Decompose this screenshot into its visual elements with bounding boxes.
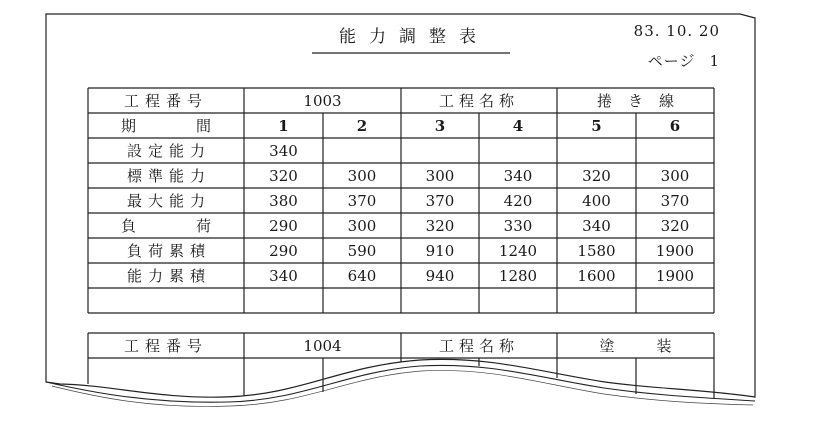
table-cell: 1580 xyxy=(577,241,616,260)
row-label: 最大能力 xyxy=(126,192,211,210)
row-label: 負荷 xyxy=(121,217,272,235)
table-cell: 380 xyxy=(269,191,298,210)
table-cell: 340 xyxy=(582,216,611,235)
table-cell: 420 xyxy=(503,191,533,210)
process-name-label-2: 工程名称 xyxy=(438,337,519,355)
page-indicator xyxy=(580,50,720,71)
table-cell: 1240 xyxy=(498,241,538,260)
row-label: 設定能力 xyxy=(126,142,211,160)
table-cell: 1900 xyxy=(655,241,695,260)
period-header: 3 xyxy=(434,116,446,135)
table-cell: 320 xyxy=(269,166,298,185)
table-cell: 590 xyxy=(347,241,377,260)
row-label: 負荷累積 xyxy=(126,242,211,260)
table-cell xyxy=(401,138,479,163)
table-cell: 370 xyxy=(660,191,690,210)
period-header: 6 xyxy=(669,116,681,135)
process-name-value-2: 塗装 xyxy=(599,337,714,355)
period-header: 5 xyxy=(591,116,602,135)
table-cell xyxy=(479,138,557,163)
table-cell xyxy=(323,138,401,163)
table-cell xyxy=(557,138,636,163)
process-no-label: 工程番号 xyxy=(123,92,208,110)
period-header: 2 xyxy=(356,116,368,135)
table-cell: 340 xyxy=(269,141,298,160)
period-header: 1 xyxy=(278,116,289,135)
period-header: 4 xyxy=(512,116,524,135)
table-cell: 1600 xyxy=(577,266,616,285)
table-cell: 300 xyxy=(347,216,377,235)
table-cell: 290 xyxy=(269,241,298,260)
table-cell: 370 xyxy=(425,191,455,210)
table-cell: 910 xyxy=(425,241,455,260)
table-cell: 400 xyxy=(582,191,611,210)
table-cell: 300 xyxy=(425,166,455,185)
process-name-label: 工程名称 xyxy=(438,92,519,110)
report-title: 能力調整表 xyxy=(339,27,489,47)
table-cell: 300 xyxy=(347,166,377,185)
table-cell: 940 xyxy=(425,266,455,285)
process-no-value-2: 1004 xyxy=(303,336,342,355)
period-label: 期間 xyxy=(121,117,272,135)
report-date: 83. 10. 20 xyxy=(633,22,720,40)
table-cell: 1900 xyxy=(655,266,695,285)
table-cell: 340 xyxy=(503,166,533,185)
table-cell: 330 xyxy=(503,216,533,235)
process-no-label-2: 工程番号 xyxy=(123,337,208,355)
page-number: 1 xyxy=(709,52,720,70)
row-label: 能力累積 xyxy=(126,267,211,285)
table-cell: 640 xyxy=(347,266,377,285)
process-no-value: 1003 xyxy=(303,91,342,110)
table-cell: 370 xyxy=(347,191,377,210)
row-label: 標準能力 xyxy=(126,167,211,185)
table-cell: 340 xyxy=(269,266,298,285)
table-cell: 1280 xyxy=(498,266,538,285)
page-label: ページ xyxy=(647,52,696,70)
table-cell: 320 xyxy=(660,216,690,235)
table-cell: 320 xyxy=(425,216,455,235)
table-cell xyxy=(636,138,714,163)
table-cell: 290 xyxy=(269,216,298,235)
process-name-value: 捲き線 xyxy=(596,92,690,110)
table-cell: 320 xyxy=(582,166,611,185)
table-cell: 300 xyxy=(660,166,690,185)
